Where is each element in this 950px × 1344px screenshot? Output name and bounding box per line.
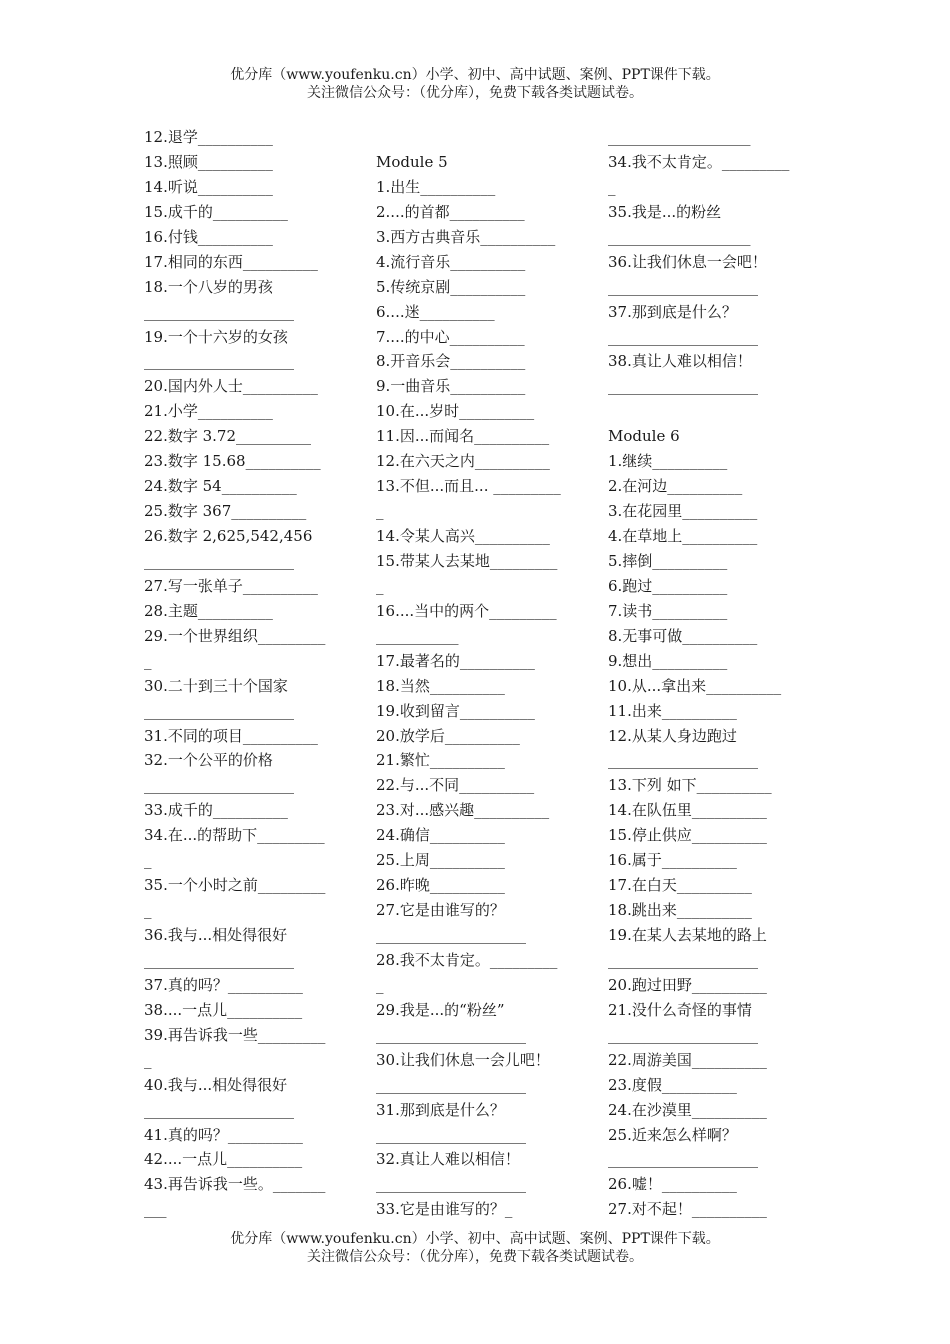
left-column-line: 19.一个十六岁的女孩 [144,327,288,346]
left-column-line: 13.照顾__________ [144,152,273,171]
left-column-line: 39.再告诉我一些_________ [144,1025,326,1044]
middle-column-line: _ [376,502,384,521]
right-column-line: 3.在花园里__________ [608,502,758,521]
right-column-line: 10.从...拿出来__________ [608,676,782,695]
footer-line-1: 优分库（www.youfenku.cn）小学、初中、高中试题、案例、PPT课件下载。 [230,1231,720,1247]
middle-column-line: 32.真让人难以相信！ [376,1150,520,1169]
left-column-line: ____________________ [144,302,294,321]
left-column-line: 14.听说__________ [144,177,273,196]
middle-column-line: 1.出生__________ [376,177,496,196]
right-column-line: ____________________ [608,327,758,346]
right-column-line: 20.跑过田野__________ [608,975,767,994]
left-column-line: ____________________ [144,551,294,570]
middle-column-line: ___________ [376,626,459,645]
right-column-line: ____________________ [608,950,758,969]
left-column-line: 32.一个公平的价格 [144,751,273,770]
right-column-line: 34.我不太肯定。_________ [608,152,790,171]
right-column [608,125,823,1222]
left-column-line: 21.小学__________ [144,402,273,421]
right-column-line: 4.在草地上__________ [608,527,758,545]
middle-column-line: 16....当中的两个_________ [376,601,557,620]
middle-column-line: _ [376,975,384,994]
middle-column-line: 25.上周__________ [376,851,505,870]
left-column-line: 33.成千的__________ [144,801,288,820]
left-column-line: _ [144,651,152,670]
right-column-line: _ [608,177,616,196]
right-column-line: ____________________ [608,377,758,396]
right-column-line: 37.那到底是什么？ [608,302,737,321]
page-header [0,66,950,102]
middle-column-line: 3.西方古典音乐__________ [376,227,556,246]
middle-column-line: 30.让我们休息一会儿吧！ [376,1050,550,1069]
middle-column-line [376,125,591,150]
left-column-line: ____________________ [144,701,294,720]
left-column-line: 31.不同的项目__________ [144,726,318,745]
left-column-line: 18.一个八岁的男孩 [144,277,273,296]
middle-column-line: ____________________ [376,1075,526,1094]
middle-column-line: 31.那到底是什么？ [376,1100,505,1119]
left-column-line: 40.我与...相处得很好 [144,1075,288,1094]
left-column-line: 15.成千的__________ [144,202,288,221]
right-column-line: 9.想出__________ [608,651,728,670]
right-column-line: 22.周游美国__________ [608,1050,767,1069]
left-column-line: 30.二十到三十个国家 [144,676,288,695]
middle-column-line: ____________________ [376,1125,526,1144]
middle-column-line: 24.确信__________ [376,826,505,845]
left-column-line: ____________________ [144,776,294,795]
left-column-line: 26.数字 2,625,542,456 [144,527,313,545]
right-column-line: 19.在某人去某地的路上 [608,926,767,944]
middle-column-line: 9.一曲音乐__________ [376,377,526,396]
middle-column-line: 2....的首都__________ [376,202,525,221]
middle-column-line: 22.与...不同__________ [376,776,535,795]
right-column-line: 5.摔倒__________ [608,551,728,570]
left-column-line: 28.主题__________ [144,601,273,620]
left-column [144,125,359,1222]
left-column-line: 36.我与...相处得很好 [144,926,288,944]
middle-column-line: 14.令某人高兴__________ [376,527,550,545]
left-column-line: 42....一点儿__________ [144,1150,303,1169]
right-column-line: 17.在白天__________ [608,876,752,895]
right-column-line: 1.继续__________ [608,452,728,471]
left-column-line: _ [144,851,152,870]
right-column-line: 25.近来怎么样啊？ [608,1125,737,1144]
left-column-line: 34.在...的帮助下_________ [144,826,325,845]
left-column-line: _ [144,901,152,920]
middle-column-line: ____________________ [376,926,526,944]
middle-column [376,125,591,1222]
middle-column-line: 13.不但...而且... _________ [376,477,561,496]
right-column-line: 2.在河边__________ [608,477,743,496]
right-column-line: 7.读书__________ [608,601,728,620]
left-column-line: 29.一个世界组织_________ [144,626,326,645]
left-column-line: 43.再告诉我一些。_______ [144,1175,326,1194]
left-column-line: 38....一点儿__________ [144,1000,303,1019]
page-footer [0,1230,950,1266]
left-column-line: ____________________ [144,950,294,969]
middle-column-line: 23.对...感兴趣__________ [376,801,550,820]
right-column-line: ____________________ [608,277,758,296]
right-column-line: 24.在沙漠里__________ [608,1100,767,1119]
right-column-line: 26.嘘！__________ [608,1175,737,1194]
right-column-line: 38.真让人难以相信！ [608,352,752,371]
left-column-line: 37.真的吗？__________ [144,975,303,994]
right-column-line: ___________________ [608,128,751,146]
middle-column-line: 33.它是由谁写的？_ [376,1200,513,1219]
right-column-line: ____________________ [608,1150,758,1169]
middle-column-line: 28.我不太肯定。_________ [376,950,558,969]
middle-column-line: 27.它是由谁写的？ [376,901,505,920]
left-column-line: 27.写一张单子__________ [144,576,318,595]
right-column-line: ____________________ [608,751,758,770]
right-column-line: 15.停止供应__________ [608,826,767,845]
right-column-line: 27.对不起！__________ [608,1200,767,1219]
right-column-line: 12.从某人身边跑过 [608,726,737,745]
middle-column-line: 11.因...而闻名__________ [376,427,550,446]
header-line-1: 优分库（www.youfenku.cn）小学、初中、高中试题、案例、PPT课件下载。 [230,67,720,83]
left-column-line: 22.数字 3.72__________ [144,427,312,446]
left-column-line: 24.数字 54__________ [144,477,297,496]
right-column-line: 23.度假__________ [608,1075,737,1094]
middle-column-line: _ [376,576,384,595]
right-column-line: 8.无事可做__________ [608,626,758,645]
right-column-line: 11.出来__________ [608,701,737,720]
right-column-line: Module 6 [608,427,680,446]
middle-column-line: 12.在六天之内__________ [376,452,550,471]
left-column-line: ___ [144,1200,167,1219]
right-column-line: ____________________ [608,1025,758,1044]
middle-column-line: 10.在...岁时__________ [376,402,535,421]
left-column-line: 41.真的吗？__________ [144,1125,303,1144]
right-column-line: 13.下列 如下__________ [608,776,772,795]
right-column-line: 18.跳出来__________ [608,901,752,920]
right-column-line: 6.跑过__________ [608,576,728,595]
left-column-line: 16.付钱__________ [144,227,273,246]
header-line-2: 关注微信公众号：（优分库），免费下载各类试题试卷。 [307,85,643,101]
left-column-line: 20.国内外人士__________ [144,377,318,396]
middle-column-line: ____________________ [376,1025,526,1044]
left-column-line: 35.一个小时之前_________ [144,876,326,895]
middle-column-line: 26.昨晚__________ [376,876,505,895]
middle-column-line: 21.繁忙__________ [376,751,505,770]
right-column-line [608,399,823,424]
right-column-line: 36.让我们休息一会吧！ [608,252,767,271]
middle-column-line: 17.最著名的__________ [376,651,535,670]
left-column-line: ____________________ [144,1100,294,1119]
middle-column-line: 20.放学后__________ [376,726,520,745]
left-column-line: ____________________ [144,352,294,371]
right-column-line: 16.属于__________ [608,851,737,870]
middle-column-line: 7....的中心__________ [376,327,525,346]
left-column-line: 25.数字 367__________ [144,502,307,521]
left-column-line: _ [144,1050,152,1069]
right-column-line: 14.在队伍里__________ [608,801,767,820]
footer-line-2: 关注微信公众号：（优分库），免费下载各类试题试卷。 [307,1249,643,1265]
left-column-line: 17.相同的东西__________ [144,252,318,271]
left-column-line: 12.退学__________ [144,128,273,146]
middle-column-line: ____________________ [376,1175,526,1194]
middle-column-line: 4.流行音乐__________ [376,252,526,271]
right-column-line: 35.我是...的粉丝 [608,202,722,221]
right-column-line: 21.没什么奇怪的事情 [608,1000,752,1019]
middle-column-line: 19.收到留言__________ [376,701,535,720]
left-column-line: 23.数字 15.68__________ [144,452,321,471]
middle-column-line: 6....迷__________ [376,302,495,321]
middle-column-line: 8.开音乐会__________ [376,352,526,371]
middle-column-line: Module 5 [376,152,448,171]
middle-column-line: 15.带某人去某地_________ [376,551,558,570]
right-column-line: ___________________ [608,227,751,246]
middle-column-line: 18.当然__________ [376,676,505,695]
middle-column-line: 5.传统京剧__________ [376,277,526,296]
middle-column-line: 29.我是...的“粉丝” [376,1000,505,1019]
